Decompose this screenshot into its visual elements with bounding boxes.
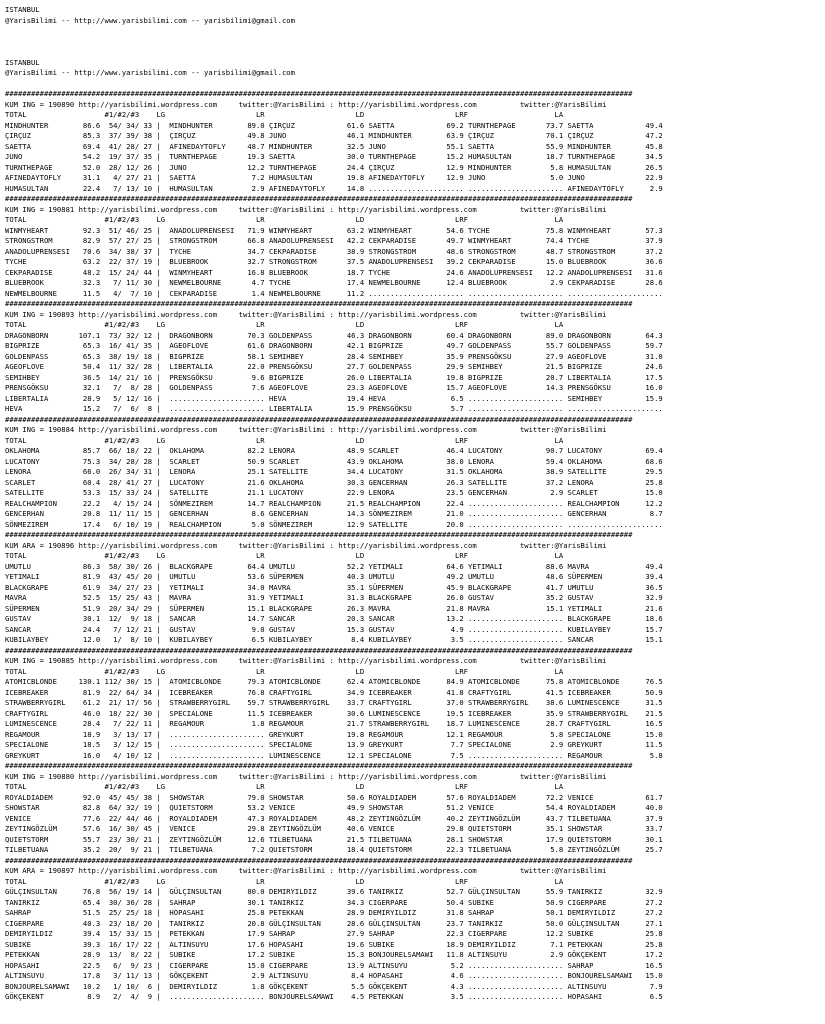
report-line: SATELLITE 53.3 15/ 33/ 24 | SATELLITE 21.1 LUCATONY 22.9 LENORA 23.5 GENCERHAN 2.9 SCARLET 15.0 bbox=[5, 488, 663, 497]
report-line: SAHRAP 51.5 25/ 25/ 18 | HOPASAHI 25.8 PETEKKAN 28.9 DEMIRYILDIZ 31.8 SAHRAP 50.1 DEMIRYILDIZ 27.2 bbox=[5, 908, 663, 917]
report-line: KUBILAYBEY 12.0 1/ 8/ 10 | KUBILAYBEY 6.5 KUBILAYBEY 8.4 KUBILAYBEY 3.5 ...................... SANCAR 15.1 bbox=[5, 635, 663, 644]
report-line: TOTAL #1/#2/#3 LG LR LD LRF LA bbox=[5, 320, 564, 329]
report-line: STRAWBERRYGIRL 61.2 21/ 17/ 56 | STRAWBERRYGIRL 59.7 STRAWBERRYGIRL 33.7 CRAFTYGIRL 37.0 STRAWBERRYGIRL 38.6 LUMINESCENCE 31.5 bbox=[5, 698, 663, 707]
report-line: SAETTA 69.4 41/ 28/ 27 | AFINEDAYTOFLY 48.7 MINDHUNTER 32.5 JUNO 55.1 SAETTA 55.9 MINDHUNTER 45.8 bbox=[5, 141, 663, 151]
report-line: YETIMALI 81.9 43/ 45/ 20 | UMUTLU 53.6 SÜPERMEN 40.3 UMUTLU 49.2 UMUTLU 48.6 SÜPERMEN 39.4 bbox=[5, 572, 663, 581]
report-line: TOTAL #1/#2/#3 LG LR LD LRF LA bbox=[5, 551, 564, 560]
report-line: ANADOLUPRENSESI 70.6 34/ 38/ 37 | TYCHE 34.7 CEKPARADISE 38.9 STRONGSTROM 48.6 STRONGSTROM 48.7 STRONGSTROM 37.2 bbox=[5, 246, 663, 256]
report-line: ALTINSUYU 17.8 3/ 11/ 13 | GÖKÇEKENT 2.9 ALTINSUYU 8.4 HOPASAHI 4.6 ...................... BONJOURELSAMAWI 15.0 bbox=[5, 971, 663, 980]
report-line: @YarisBilimi -- http://www.yarisbilimi.com -- yarisbilimi@gmail.com bbox=[5, 68, 295, 77]
separator-line: ################################################################################################################################################# bbox=[5, 194, 633, 203]
report-line: MINDHUNTER 86.6 54/ 34/ 33 | MINDHUNTER 89.0 ÇIRÇUZ 61.6 SAETTA 69.2 TURNTHEPAGE 73.7 SAETTA 49.4 bbox=[5, 120, 663, 130]
separator-line: ################################################################################################################################################# bbox=[5, 530, 633, 539]
report-line: GUSTAV 30.1 12/ 9/ 18 | SANCAR 14.7 SANCAR 20.3 SANCAR 13.2 ...................... BLACKGRAPE 18.6 bbox=[5, 614, 663, 623]
report-line: KUM ARA = 190896 http://yarisbilimi.wordpress.com twitter:@YarisBilimi : http://yarisbilimi.wordpress.com twitter:@YarisBilimi bbox=[5, 540, 607, 550]
report-line: TOTAL #1/#2/#3 LG LR LD LRF LA bbox=[5, 876, 564, 886]
report-line: KUM ING = 190885 http://yarisbilimi.wordpress.com twitter:@YarisBilimi : http://yarisbilimi.wordpress.com twitter:@YarisBilimi bbox=[5, 656, 607, 665]
report-line: HOPASAHI 22.5 6/ 9/ 23 | CIGERPARE 15.0 CIGERPARE 13.9 ALTINSUYU 5.2 ...................... SAHRAP 16.5 bbox=[5, 960, 663, 970]
report-line: ISTANBUL bbox=[5, 57, 40, 67]
report-line: VENICE 77.6 22/ 44/ 46 | ROYALDIADEM 47.3 ROYALDIADEM 48.2 ZEYTINGÖZLÜM 40.2 ZEYTINGÖZLÜM 43.7 TILBETUANA 37.9 bbox=[5, 813, 663, 823]
separator-line: ################################################################################################################################################# bbox=[5, 414, 633, 424]
separator-line: ################################################################################################################################################# bbox=[5, 761, 633, 770]
report-line: @YarisBilimi -- http://www.yarisbilimi.com -- yarisbilimi@gmail.com bbox=[5, 15, 295, 25]
report-line: SÜPERMEN 51.9 20/ 34/ 29 | SÜPERMEN 15.1 BLACKGRAPE 26.3 MAVRA 21.8 MAVRA 15.1 YETIMALI 21.6 bbox=[5, 603, 663, 613]
report-line: SCARLET 60.4 28/ 41/ 27 | LUCATONY 21.6 OKLAHOMA 30.3 GENCERHAN 26.3 SATELLITE 37.2 LENORA 25.8 bbox=[5, 477, 663, 487]
report-line: LENORA 66.0 26/ 34/ 31 | LENORA 25.1 SATELLITE 34.4 LUCATONY 31.5 OKLAHOMA 38.9 SATELLITE 29.5 bbox=[5, 467, 663, 476]
report-line: STRONGSTROM 82.9 57/ 27/ 25 | STRONGSTROM 66.8 ANADOLUPRENSESI 42.2 CEKPARADISE 49.7 WINMYHEART 74.4 TYCHE 37.9 bbox=[5, 236, 663, 245]
report-line: KUM ING = 190893 http://yarisbilimi.wordpress.com twitter:@YarisBilimi : http://yarisbilimi.wordpress.com twitter:@YarisBilimi bbox=[5, 309, 607, 319]
report-line: TILBETUANA 35.2 20/ 9/ 21 | TILBETUANA 7.2 QUIETSTORM 18.4 QUIETSTORM 22.3 TILBETUANA 5.8 ZEYTINGÖZLÜM 25.7 bbox=[5, 845, 663, 854]
separator-line: ################################################################################################################################################# bbox=[5, 299, 633, 308]
report-line: TANIRKIZ 65.4 30/ 36/ 28 | SAHRAP 30.1 TANIRKIZ 34.3 CIGERPARE 50.4 SUBIKE 50.9 CIGERPARE 27.2 bbox=[5, 897, 663, 907]
report-line: TURNTHEPAGE 52.0 28/ 12/ 26 | JUNO 12.2 TURNTHEPAGE 24.4 ÇIRÇUZ 12.9 MINDHUNTER 5.8 HUMASULTAN 26.5 bbox=[5, 162, 663, 172]
report-line: ZEYTINGÖZLÜM 57.6 16/ 30/ 45 | VENICE 29.8 ZEYTINGÖZLÜM 40.6 VENICE 29.8 QUIETSTORM 35.1 SHOWSTAR 33.7 bbox=[5, 824, 663, 833]
report-line: TOTAL #1/#2/#3 LG LR LD LRF LA bbox=[5, 435, 564, 445]
report-line: GÜLÇINSULTAN 76.8 56/ 19/ 14 | GÜLÇINSULTAN 80.0 DEMIRYILDIZ 39.6 TANIRKIZ 52.7 GÜLÇINSULTAN 55.9 TANIRKIZ 32.9 bbox=[5, 887, 663, 896]
report-line: HUMASULTAN 22.4 7/ 13/ 10 | HUMASULTAN 2.9 AFINEDAYTOFLY 14.8 ...................... ...................... AFINEDAYTOFLY 2.9 bbox=[5, 183, 663, 193]
report-line bbox=[5, 26, 825, 37]
report-line: QUIETSTORM 55.7 23/ 30/ 21 | ZEYTINGÖZLÜM 12.6 TILBETUANA 21.5 TILBETUANA 28.1 SHOWSTAR 17.9 QUIETSTORM 30.1 bbox=[5, 834, 663, 844]
report-line: ISTANBUL bbox=[5, 5, 40, 14]
report-line bbox=[5, 79, 825, 90]
report-line: KUM ING = 190890 http://yarisbilimi.wordpress.com twitter:@YarisBilimi : http://yarisbilimi.wordpress.com twitter:@YarisBilimi bbox=[5, 99, 607, 109]
report-line: HEVA 15.2 7/ 6/ 8 | ...................... LIBERTALIA 15.9 PRENSGÖKSU 5.7 ...................... ...................... bbox=[5, 404, 663, 413]
report-line: KUM ING = 190881 http://yarisbilimi.wordpress.com twitter:@YarisBilimi : http://yarisbilimi.wordpress.com twitter:@YarisBilimi bbox=[5, 204, 607, 214]
report-line: BIGPRIZE 65.3 16/ 41/ 35 | AGEOFLOVE 61.6 DRAGONBORN 42.1 BIGPRIZE 49.7 GOLDENPASS 55.7 GOLDENPASS 59.7 bbox=[5, 341, 663, 350]
report-line: SPECIALONE 18.5 3/ 12/ 15 | ...................... SPECIALONE 13.9 GREYKURT 7.7 SPECIALONE 2.9 GREYKURT 11.5 bbox=[5, 740, 663, 749]
report-line: AFINEDAYTOFLY 31.1 4/ 27/ 21 | SAETTA 7.2 HUMASULTAN 19.8 AFINEDAYTOFLY 12.9 JUNO 5.0 JUNO 22.9 bbox=[5, 173, 663, 182]
report-line: CIGERPARE 40.3 23/ 18/ 20 | TANIRKIZ 20.8 GÜLÇINSULTAN 28.6 GÜLÇINSULTAN 23.7 TANIRKIZ 50.0 GÜLÇINSULTAN 27.1 bbox=[5, 918, 663, 928]
report-line: TYCHE 63.2 22/ 37/ 19 | BLUEBROOK 32.7 STRONGSTROM 37.5 ANADOLUPRENSESI 39.2 CEKPARADISE 15.0 BLUEBROOK 36.6 bbox=[5, 257, 663, 266]
report-line: NEWMELBOURNE 11.5 4/ 7/ 10 | CEKPARADISE 1.4 NEWMELBOURNE 11.2 ...................... ...................... ...................... bbox=[5, 288, 663, 298]
report-line: BONJOURELSAMAWI 10.2 1/ 10/ 6 | DEMIRYILDIZ 1.8 GÖKÇEKENT 5.5 GÖKÇEKENT 4.3 ...................... ALTINSUYU 7.9 bbox=[5, 981, 663, 991]
report-line: GOLDENPASS 65.3 38/ 19/ 18 | BIGPRIZE 58.1 SEMIHBEY 28.4 SEMIHBEY 35.9 PRENSGÖKSU 27.9 AGEOFLOVE 31.0 bbox=[5, 351, 663, 361]
report-line: GREYKURT 16.0 4/ 10/ 12 | ...................... LUMINESCENCE 12.1 SPECIALONE 7.5 ...................... REGAMOUR 5.8 bbox=[5, 750, 663, 760]
report-line: CRAFTYGIRL 46.0 18/ 22/ 30 | SPECIALONE 11.5 ICEBREAKER 30.6 LUMINESCENCE 19.5 ICEBREAKER 35.9 STRAWBERRYGIRL 21.5 bbox=[5, 708, 663, 718]
report-line: MAVRA 52.5 15/ 25/ 43 | MAVRA 31.9 YETIMALI 31.3 BLACKGRAPE 26.0 GUSTAV 35.2 GUSTAV 32.9 bbox=[5, 593, 663, 602]
report-line: PRENSGÖKSU 32.1 7/ 8/ 28 | GOLDENPASS 7.6 AGEOFLOVE 23.3 AGEOFLOVE 15.7 AGEOFLOVE 14.3 PRENSGÖKSU 16.0 bbox=[5, 383, 663, 392]
report-line: LUMINESCENCE 28.4 7/ 22/ 11 | REGAMOUR 1.8 REGAMOUR 21.7 STRAWBERRYGIRL 18.7 LUMINESCENCE 28.7 CRAFTYGIRL 16.5 bbox=[5, 719, 663, 728]
report-line: JUNO 54.2 19/ 37/ 35 | TURNTHEPAGE 19.3 SAETTA 30.0 TURNTHEPAGE 15.2 HUMASULTAN 18.7 TURNTHEPAGE 34.5 bbox=[5, 152, 663, 161]
report-line: LIBERTALIA 28.9 5/ 12/ 16 | ...................... HEVA 19.4 HEVA 6.5 ...................... SEMIHBEY 15.9 bbox=[5, 393, 663, 403]
report-line: REGAMOUR 18.9 3/ 13/ 17 | ...................... GREYKURT 19.8 REGAMOUR 12.1 REGAMOUR 5.8 SPECIALONE 15.0 bbox=[5, 729, 663, 739]
report-line: SÖNMEZIREM 17.4 6/ 10/ 19 | REALCHAMPION 5.0 SÖNMEZIREM 12.9 SATELLITE 20.0 ...................... ...................... bbox=[5, 519, 663, 529]
report-line: ROYALDIADEM 92.0 45/ 45/ 38 | SHOWSTAR 79.0 SHOWSTAR 50.6 ROYALDIADEM 57.6 ROYALDIADEM 72.2 VENICE 61.7 bbox=[5, 792, 663, 802]
report-line: KUM ING = 190884 http://yarisbilimi.wordpress.com twitter:@YarisBilimi : http://yarisbilimi.wordpress.com twitter:@YarisBilimi bbox=[5, 425, 607, 434]
separator-line: ################################################################################################################################################# bbox=[5, 855, 633, 865]
report-line: ÇIRÇUZ 85.3 37/ 39/ 38 | ÇIRÇUZ 49.8 JUNO 46.1 MINDHUNTER 63.9 ÇIRÇUZ 70.1 ÇIRÇUZ 47.2 bbox=[5, 131, 663, 140]
report-line bbox=[5, 47, 825, 58]
report-line: DRAGONBORN 107.1 73/ 32/ 12 | DRAGONBORN 70.3 GOLDENPASS 46.3 DRAGONBORN 60.4 DRAGONBORN 89.0 DRAGONBORN 64.3 bbox=[5, 330, 663, 340]
report-line: TOTAL #1/#2/#3 LG LR LD LRF LA bbox=[5, 782, 564, 791]
report-line: AGEOFLOVE 50.4 11/ 32/ 28 | LIBERTALIA 22.0 PRENSGÖKSU 27.7 GOLDENPASS 29.9 SEMIHBEY 21.5 BIGPRIZE 24.6 bbox=[5, 362, 663, 371]
report-line: GÖKÇEKENT 8.9 2/ 4/ 9 | ...................... BONJOURELSAMAWI 4.5 PETEKKAN 3.5 ...................... HOPASAHI 6.5 bbox=[5, 992, 663, 1001]
report-line: SEMIHBEY 36.5 14/ 21/ 16 | PRENSGÖKSU 9.6 BIGPRIZE 26.0 LIBERTALIA 19.8 BIGPRIZE 20.7 LIBERTALIA 17.5 bbox=[5, 372, 663, 382]
report-line: ATOMICBLONDE 130.1 112/ 30/ 15 | ATOMICBLONDE 79.3 ATOMICBLONDE 62.4 ATOMICBLONDE 84.9 ATOMICBLONDE 75.8 ATOMICBLONDE 76.5 bbox=[5, 677, 663, 686]
report-line: TOTAL #1/#2/#3 LG LR LD LRF LA bbox=[5, 215, 564, 224]
report-line: KUM ARA = 190897 http://yarisbilimi.wordpress.com twitter:@YarisBilimi : http://yarisbilimi.wordpress.com twitter:@YarisBilimi bbox=[5, 866, 607, 875]
report-line: LUCATONY 75.3 34/ 28/ 28 | SCARLET 50.9 SCARLET 43.9 OKLAHOMA 38.0 LENORA 59.4 OKLAHOMA 68.6 bbox=[5, 456, 663, 466]
report-line: UMUTLU 86.3 58/ 30/ 26 | BLACKGRAPE 64.4 UMUTLU 52.2 YETIMALI 64.6 YETIMALI 88.6 MAVRA 49.4 bbox=[5, 561, 663, 571]
report-line: OKLAHOMA 85.7 66/ 18/ 22 | OKLAHOMA 82.2 LENORA 48.9 SCARLET 46.4 LUCATONY 90.7 LUCATONY 69.4 bbox=[5, 446, 663, 455]
report-line: SUBIKE 39.3 16/ 17/ 22 | ALTINSUYU 17.6 HOPASAHI 19.6 SUBIKE 18.9 DEMIRYILDIZ 7.1 PETEKKAN 25.8 bbox=[5, 939, 663, 949]
report-line: GENCERHAN 20.8 11/ 11/ 15 | GENCERHAN 8.6 GENCERHAN 14.3 SÖNMEZIREM 21.0 ...................... GENCERHAN 8.7 bbox=[5, 509, 663, 518]
report-line: DEMIRYILDIZ 39.4 15/ 33/ 15 | PETEKKAN 17.9 SAHRAP 27.9 SAHRAP 22.3 CIGERPARE 12.2 SUBIKE 25.8 bbox=[5, 929, 663, 938]
report-line: REALCHAMPION 22.2 4/ 15/ 24 | SÖNMEZIREM 14.7 REALCHAMPION 21.5 REALCHAMPION 22.4 ...................... REALCHAMPION 12.2 bbox=[5, 498, 663, 508]
report-line: SANCAR 24.4 7/ 12/ 21 | GUSTAV 9.0 GUSTAV 15.3 GUSTAV 4.9 ...................... KUBILAYBEY 15.7 bbox=[5, 624, 663, 634]
report-line: TOTAL #1/#2/#3 LG LR LD LRF LA bbox=[5, 666, 564, 676]
separator-line: ################################################################################################################################################# bbox=[5, 645, 633, 655]
report-line: ICEBREAKER 81.9 22/ 64/ 34 | ICEBREAKER 76.8 CRAFTYGIRL 34.9 ICEBREAKER 41.8 CRAFTYGIRL 41.5 ICEBREAKER 50.9 bbox=[5, 687, 663, 697]
report-line: BLUEBROOK 32.3 7/ 11/ 30 | NEWMELBOURNE 4.7 TYCHE 17.4 NEWMELBOURNE 12.4 BLUEBROOK 2.9 CEKPARADISE 28.6 bbox=[5, 278, 663, 287]
report-line: WINMYHEART 92.3 51/ 46/ 25 | ANADOLUPRENSESI 71.9 WINMYHEART 63.2 WINMYHEART 54.6 TYCHE 75.8 WINMYHEART 57.3 bbox=[5, 225, 663, 235]
report-line: BLACKGRAPE 61.9 34/ 27/ 23 | YETIMALI 34.0 MAVRA 35.1 SÜPERMEN 45.9 BLACKGRAPE 41.7 UMUTLU 36.5 bbox=[5, 582, 663, 592]
report-line: KUM ING = 190880 http://yarisbilimi.wordpress.com twitter:@YarisBilimi : http://yarisbilimi.wordpress.com twitter:@YarisBilimi bbox=[5, 771, 607, 781]
separator-line: ################################################################################################################################################# bbox=[5, 89, 633, 98]
report-line: CEKPARADISE 48.2 15/ 24/ 44 | WINMYHEART 16.8 BLUEBROOK 18.7 TYCHE 24.6 ANADOLUPRENSESI 12.2 ANADOLUPRENSESI 31.6 bbox=[5, 267, 663, 277]
report-line: PETEKKAN 28.9 13/ 8/ 22 | SUBIKE 17.2 SUBIKE 15.3 BONJOURELSAMAWI 11.8 ALTINSUYU 2.9 GÖKÇEKENT 17.2 bbox=[5, 950, 663, 959]
report-line bbox=[5, 37, 825, 48]
report-line: SHOWSTAR 82.8 64/ 32/ 19 | QUIETSTORM 53.2 VENICE 49.9 SHOWSTAR 51.2 VENICE 54.4 ROYALDIADEM 40.0 bbox=[5, 803, 663, 812]
report-line: TOTAL #1/#2/#3 LG LR LD LRF LA bbox=[5, 110, 564, 119]
